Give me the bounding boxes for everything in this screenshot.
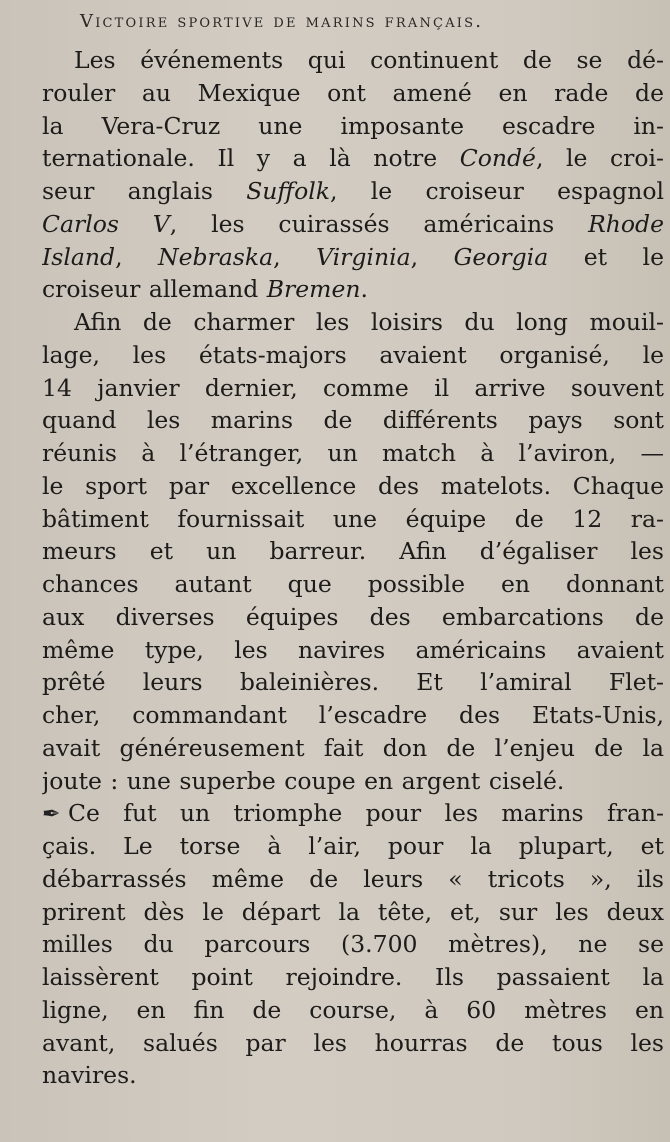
- text-run: et le: [548, 242, 664, 271]
- text-line: [42, 699, 664, 732]
- text-run: cher, commandant l’escadre des Etats-Unis,: [42, 701, 664, 729]
- text-line: [42, 110, 664, 143]
- ship-name: Bremen: [266, 275, 361, 304]
- text-line: [42, 732, 664, 765]
- text-line: [42, 273, 664, 306]
- text-run: joute : une superbe coupe en argent ciselé.: [42, 766, 565, 795]
- text-run: chances autant que possible en donnant: [42, 570, 664, 598]
- text-line: [42, 863, 664, 896]
- ship-name: Rhode: [588, 209, 664, 238]
- text-line: [42, 961, 664, 994]
- text-run: prêté leurs baleinières. Et l’amiral Flet-: [42, 668, 664, 697]
- ship-name: Condé: [459, 144, 536, 173]
- text-line: [42, 175, 664, 208]
- text-line: [42, 666, 664, 699]
- text-run: le sport par excellence des matelots. Chaque: [42, 471, 664, 500]
- text-run: Afin de charmer les loisirs du long mouil-: [74, 308, 664, 336]
- text-line: [42, 797, 664, 830]
- text-line: [42, 1059, 664, 1092]
- text-line: [42, 241, 664, 274]
- text-run: ternationale. Il y a là notre: [42, 144, 460, 173]
- text-run: .: [360, 275, 368, 304]
- text-line: [42, 1027, 664, 1060]
- text-line: [42, 896, 664, 929]
- text-line: [42, 372, 664, 405]
- text-run: quand les marins de différents pays sont: [42, 406, 664, 435]
- text-run: navires.: [42, 1061, 137, 1090]
- text-line: [42, 470, 664, 503]
- paragraph: [42, 306, 664, 797]
- article: [42, 0, 664, 1092]
- text-line: [42, 503, 664, 536]
- text-run: çais. Le torse à l’air, pour la plupart, et: [42, 832, 664, 860]
- article-body: [42, 44, 664, 1092]
- text-run: débarrassés même de leurs « tricots », ils: [42, 864, 664, 893]
- text-line: [42, 77, 664, 110]
- text-run: aux diverses équipes des embarcations de: [42, 602, 664, 631]
- ship-name: Suffolk: [246, 177, 330, 205]
- text-run: même type, les navires américains avaient: [42, 635, 664, 664]
- text-run: avait généreusement fait don de l’enjeu de la: [42, 733, 664, 762]
- text-run: la Vera-Cruz une imposante escadre in-: [42, 111, 664, 140]
- text-line: [42, 535, 664, 568]
- text-run: laissèrent point rejoindre. Ils passaient la: [42, 963, 664, 991]
- text-line: [42, 306, 664, 339]
- text-run: prirent dès le départ la tête, et, sur les deux: [42, 897, 664, 926]
- text-run: bâtiment fournissait une équipe de 12 ra-: [42, 504, 664, 533]
- article-title: Victoire sportive de marins français.: [80, 11, 484, 32]
- text-line: [42, 994, 664, 1027]
- ship-name: Nebraska: [158, 242, 274, 271]
- ship-name: Georgia: [453, 242, 549, 271]
- text-line: [42, 601, 664, 634]
- text-run: , les cuirassés américains: [169, 209, 589, 238]
- text-run: , le croiseur espagnol: [330, 177, 664, 205]
- text-line: [42, 568, 664, 601]
- text-run: ,: [273, 242, 317, 271]
- text-run: , le croi-: [535, 144, 664, 173]
- paragraph: [42, 797, 664, 1092]
- text-run: rouler au Mexique ont amené en rade de: [42, 78, 664, 107]
- text-line: [42, 634, 664, 667]
- text-run: lage, les états-majors avaient organisé, le: [42, 340, 664, 369]
- text-line: [42, 765, 664, 798]
- text-run: réunis à l’étranger, un match à l’aviron, —: [42, 439, 664, 467]
- ship-name: Virginia: [316, 242, 411, 271]
- text-line: [42, 437, 664, 470]
- text-line: [42, 208, 664, 241]
- text-run: 14 janvier dernier, comme il arrive souvent: [42, 373, 664, 402]
- text-run: Les événements qui continuent de se dé-: [74, 46, 664, 74]
- text-line: [42, 830, 664, 863]
- ship-name: Island: [42, 242, 116, 271]
- text-line: [42, 142, 664, 175]
- ship-name: Carlos V: [42, 209, 170, 238]
- text-line: [42, 339, 664, 372]
- text-line: [42, 404, 664, 437]
- text-run: ,: [410, 242, 454, 271]
- text-run: meurs et un barreur. Afin d’égaliser les: [42, 537, 664, 566]
- pen-mark-icon: ✒: [42, 802, 61, 828]
- paragraph: [42, 44, 664, 306]
- text-run: seur anglais: [42, 177, 247, 205]
- text-run: croiseur allemand: [42, 275, 267, 304]
- text-line: [42, 928, 664, 961]
- text-run: ,: [115, 242, 159, 271]
- text-run: milles du parcours (3.700 mètres), ne se: [42, 930, 664, 959]
- text-run: Ce fut un triomphe pour les marins fran-: [68, 799, 664, 828]
- text-run: avant, salués par les hourras de tous les: [42, 1028, 664, 1057]
- text-line: [42, 44, 664, 77]
- text-run: ligne, en fin de course, à 60 mètres en: [42, 995, 664, 1024]
